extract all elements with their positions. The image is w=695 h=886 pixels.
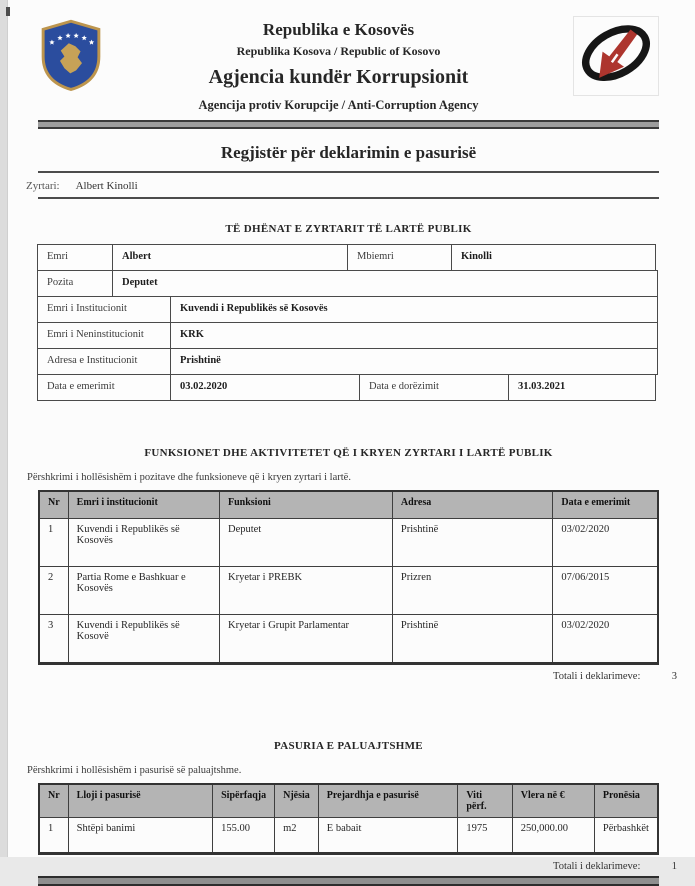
property-table-header-row bbox=[39, 784, 658, 818]
property-table bbox=[38, 783, 659, 855]
institucioni-value: Kuvendi i Republikës së Kosovës bbox=[170, 296, 658, 323]
data-dorezimit-label: Data e dorëzimit bbox=[359, 374, 509, 401]
cell-unit: m2 bbox=[275, 818, 319, 854]
table-row bbox=[38, 296, 659, 323]
cell-institution: Kuvendi i Republikës së Kosovës bbox=[68, 519, 219, 567]
agency-titles bbox=[104, 12, 573, 113]
document-header bbox=[38, 12, 659, 113]
table-row bbox=[39, 519, 658, 567]
table-row bbox=[39, 567, 658, 615]
col-header-property-type: Lloji i pasurisë bbox=[68, 784, 212, 818]
cell-ownership: Përbashkët bbox=[594, 818, 658, 854]
table-row bbox=[38, 244, 659, 271]
cell-address: Prizren bbox=[392, 567, 553, 615]
col-header-nr: Nr bbox=[39, 784, 68, 818]
table-row bbox=[38, 348, 659, 375]
cell-date: 03/02/2020 bbox=[553, 615, 658, 664]
section-heading-official-data: TË DHËNAT E ZYRTARIT TË LARTË PUBLIK bbox=[225, 223, 472, 235]
data-dorezimit-value: 31.03.2021 bbox=[508, 374, 656, 401]
republic-title-alt: Republika Kosova / Republic of Kosovo bbox=[236, 44, 441, 58]
institucioni-label: Emri i Institucionit bbox=[37, 296, 171, 323]
table-row bbox=[39, 818, 658, 854]
official-name-line bbox=[26, 180, 659, 199]
col-header-function: Funksioni bbox=[219, 491, 392, 519]
cell-function: Kryetar i PREBK bbox=[219, 567, 392, 615]
emri-value: Albert bbox=[112, 244, 348, 271]
adresa-value: Prishtinë bbox=[170, 348, 658, 375]
adresa-label: Adresa e Institucionit bbox=[37, 348, 171, 375]
col-header-value-eur: Vlera në € bbox=[512, 784, 594, 818]
functions-table bbox=[38, 490, 659, 665]
neninstitucioni-label: Emri i Neninstitucionit bbox=[37, 322, 171, 349]
official-label: Zyrtari: bbox=[26, 180, 60, 192]
col-header-nr: Nr bbox=[39, 491, 68, 519]
republic-title-sq: Republika e Kosovës bbox=[262, 20, 415, 39]
cell-nr: 1 bbox=[39, 519, 68, 567]
col-header-area: Sipërfaqja bbox=[213, 784, 275, 818]
cell-date: 07/06/2015 bbox=[553, 567, 658, 615]
data-emerimit-label: Data e emerimit bbox=[37, 374, 171, 401]
table-row bbox=[38, 374, 659, 401]
col-header-unit: Njësia bbox=[275, 784, 319, 818]
cell-nr: 2 bbox=[39, 567, 68, 615]
cell-area: 155.00 bbox=[213, 818, 275, 854]
section-heading-functions: FUNKSIONET DHE AKTIVITETET QË I KRYEN ZYRTARI I LARTË PUBLIK bbox=[144, 447, 553, 459]
agency-title-sq: Agjencia kundër Korrupsionit bbox=[208, 66, 469, 88]
col-header-origin: Prejardhja e pasurisë bbox=[318, 784, 458, 818]
functions-total-label: Totali i deklarimeve: bbox=[553, 671, 641, 682]
cell-address: Prishtinë bbox=[392, 519, 553, 567]
pozita-label: Pozita bbox=[37, 270, 113, 297]
functions-table-header-row bbox=[39, 491, 658, 519]
pozita-value: Deputet bbox=[112, 270, 658, 297]
cell-institution: Partia Rome e Bashkuar e Kosovës bbox=[68, 567, 219, 615]
col-header-institution: Emri i institucionit bbox=[68, 491, 219, 519]
data-emerimit-value: 03.02.2020 bbox=[170, 374, 360, 401]
header-separator-rule bbox=[38, 120, 659, 129]
cell-origin: E babait bbox=[318, 818, 458, 854]
cell-value-eur: 250,000.00 bbox=[512, 818, 594, 854]
official-name: Albert Kinolli bbox=[75, 180, 138, 192]
property-total-line bbox=[38, 861, 677, 872]
table-row bbox=[38, 270, 659, 297]
col-header-appointment-date: Data e emerimit bbox=[553, 491, 658, 519]
cell-year: 1975 bbox=[458, 818, 512, 854]
cell-property-type: Shtëpi banimi bbox=[68, 818, 212, 854]
emri-label: Emri bbox=[37, 244, 113, 271]
cell-function: Deputet bbox=[219, 519, 392, 567]
table-row bbox=[39, 615, 658, 664]
functions-description: Përshkrimi i hollësishëm i pozitave dhe funksioneve që i kryen zyrtari i lartë. bbox=[27, 472, 351, 483]
anti-corruption-agency-logo-icon bbox=[573, 16, 659, 96]
col-header-address: Adresa bbox=[392, 491, 553, 519]
property-total-label: Totali i deklarimeve: bbox=[553, 861, 641, 872]
property-total-value: 1 bbox=[671, 861, 677, 872]
section-heading-property: PASURIA E PALUAJTSHME bbox=[274, 740, 423, 752]
neninstitucioni-value: KRK bbox=[170, 322, 658, 349]
cell-date: 03/02/2020 bbox=[553, 519, 658, 567]
cell-nr: 1 bbox=[39, 818, 68, 854]
cell-function: Kryetar i Grupit Parlamentar bbox=[219, 615, 392, 664]
table-row bbox=[38, 322, 659, 349]
bottom-section-rule bbox=[38, 876, 659, 886]
cell-institution: Kuvendi i Republikës së Kosovë bbox=[68, 615, 219, 664]
col-header-year: Viti përf. bbox=[458, 784, 512, 818]
functions-total-line bbox=[38, 671, 677, 682]
col-header-ownership: Pronësia bbox=[594, 784, 658, 818]
agency-title-alt: Agencija protiv Korupcije / Anti-Corruption Agency bbox=[198, 98, 479, 112]
official-data-table bbox=[38, 244, 659, 401]
kosovo-emblem-icon bbox=[38, 15, 104, 95]
cell-nr: 3 bbox=[39, 615, 68, 664]
page-title: Regjistër për deklarimin e pasurisë bbox=[38, 143, 659, 173]
cell-address: Prishtinë bbox=[392, 615, 553, 664]
property-description: Përshkrimi i hollësishëm i pasurisë së paluajtshme. bbox=[27, 765, 242, 776]
mbiemri-value: Kinolli bbox=[451, 244, 656, 271]
mbiemri-label: Mbiemri bbox=[347, 244, 452, 271]
functions-total-value: 3 bbox=[671, 671, 677, 682]
